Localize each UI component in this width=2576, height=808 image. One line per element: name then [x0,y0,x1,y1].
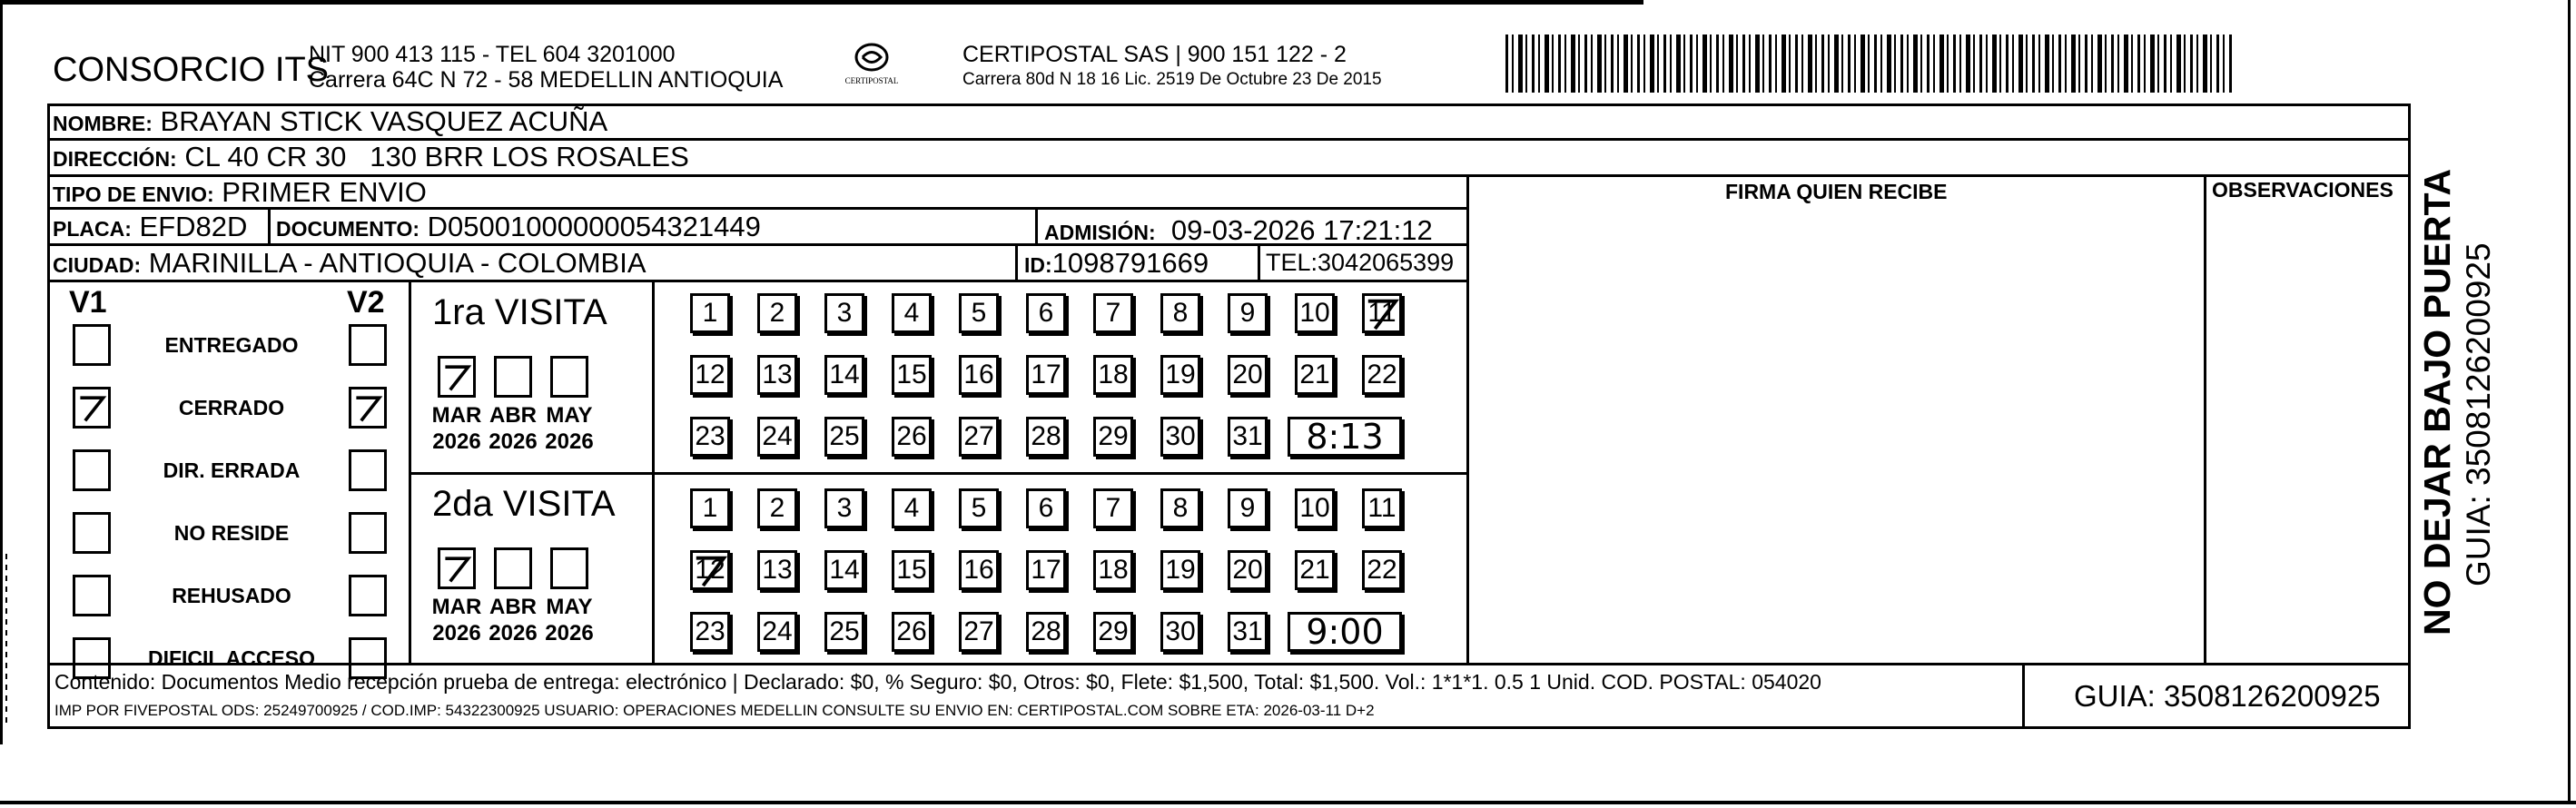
direccion-label: DIRECCIÓN: [53,147,177,171]
month-year: 2026 [545,620,594,645]
month-checkbox[interactable] [438,356,476,398]
documento-row [276,212,761,241]
day-box[interactable]: 25 [824,417,864,457]
month-year: 2026 [432,429,481,454]
placa-value: EFD82D [139,211,248,242]
day-box[interactable]: 23 [690,417,730,457]
day-box[interactable]: 24 [757,612,797,652]
direccion-row [53,143,689,171]
day-box[interactable]: 14 [824,355,864,395]
left-border [0,0,3,744]
grid-line [47,103,50,729]
bottom-border [0,801,2576,804]
day-box[interactable]: 12 [690,355,730,395]
day-box[interactable]: 16 [959,550,999,590]
day-box[interactable]: 20 [1228,550,1268,590]
grid-line [1466,174,1469,663]
status-label: REHUSADO [172,584,291,607]
v2-checkbox[interactable] [349,324,387,366]
imp-text: IMP POR FIVEPOSTAL ODS: 25249700925 / COD.IMP: 54322300925 USUARIO: OPERACIONES MEDELLIN CONSULTE SU ENVIO EN: CERTIPOSTAL.COM SOBRE ETA: 2026-03-11 D+2 [54,702,1375,719]
day-box[interactable]: 12 [690,550,730,590]
tel-value: 3042065399 [1318,249,1455,276]
v1-checkbox[interactable] [73,449,111,491]
day-box[interactable]: 2 [757,488,797,528]
month-label [429,403,485,456]
grid-line [409,472,1468,475]
day-box[interactable]: 10 [1295,488,1335,528]
month-year: 2026 [545,429,594,454]
first-visit-title: 1ra VISITA [432,292,607,332]
contenido-text: Contenido: Documentos Medio recepción prueba de entrega: electrónico | Declarado: $0, % Seguro: $0, Otros: $0, Flete: $1,500, Total: $1,500. Vol.: 1*1*1. 0.5 1 Unid. COD. POSTAL: 054020 [54,670,1821,694]
day-box[interactable]: 18 [1093,355,1133,395]
month-name: MAY [546,595,593,619]
tipo-value: PRIMER ENVIO [222,176,427,208]
footer-guia: GUIA: 3508126200925 [2074,679,2381,713]
visit-time-box[interactable]: 8:13 [1288,417,1402,457]
status-label: CERRADO [178,396,285,419]
day-box[interactable]: 19 [1160,550,1200,590]
month-checkbox[interactable] [438,547,476,589]
visit-time-box[interactable]: 9:00 [1288,612,1402,652]
grid-line [1015,243,1018,280]
day-box[interactable]: 11 [1362,488,1402,528]
signature-area [1471,211,2202,661]
v2-label: V2 [347,285,385,320]
tipo-label: TIPO DE ENVIO: [53,182,214,206]
day-box[interactable]: 20 [1228,355,1268,395]
month-checkbox[interactable] [550,547,588,589]
nombre-row [53,107,607,135]
admision-label: ADMISIÓN: [1044,221,1156,244]
grid-line [2204,174,2206,663]
day-box[interactable]: 8 [1160,293,1200,333]
ciudad-label: CIUDAD: [53,253,142,277]
grid-line [47,280,1468,282]
company-nit: NIT 900 413 115 - TEL 604 3201000 [309,42,676,67]
ciudad-value: MARINILLA - ANTIOQUIA - COLOMBIA [148,247,646,279]
month-name: MAY [546,403,593,428]
day-box[interactable]: 11 [1362,293,1402,333]
day-box[interactable]: 19 [1160,355,1200,395]
day-box[interactable]: 27 [959,612,999,652]
second-visit-title: 2da VISITA [432,484,616,524]
month-label [541,595,597,647]
day-box[interactable]: 3 [824,293,864,333]
id-value: 1098791669 [1051,247,1209,279]
day-box[interactable]: 30 [1160,417,1200,457]
month-name: ABR [489,403,537,428]
day-box[interactable]: 22 [1362,355,1402,395]
day-box[interactable]: 13 [757,550,797,590]
top-border [0,0,1643,5]
month-name: ABR [489,595,537,619]
left-perforation [5,554,7,726]
day-box[interactable]: 6 [1026,293,1066,333]
month-name: MAR [431,595,482,619]
side-warning: NO DEJAR BAJO PUERTA [2416,168,2458,636]
firma-header: FIRMA QUIEN RECIBE [1725,180,1948,203]
id-row [1024,249,1209,277]
status-label: DIFICIL ACCESO [147,646,315,670]
day-box[interactable]: 18 [1093,550,1133,590]
day-box[interactable]: 9 [1228,293,1268,333]
grid-line [268,207,271,243]
day-box[interactable]: 29 [1093,612,1133,652]
day-box[interactable]: 26 [892,612,932,652]
day-box[interactable]: 24 [757,417,797,457]
ciudad-row [53,249,646,277]
observaciones-header: OBSERVACIONES [2212,178,2393,202]
day-box[interactable]: 15 [892,355,932,395]
status-label: NO RESIDE [173,521,290,545]
v2-checkbox[interactable] [349,449,387,491]
company-name: CONSORCIO ITS [53,51,330,89]
grid-line [1035,207,1038,243]
month-label [485,595,541,647]
nombre-value: BRAYAN STICK VASQUEZ ACUÑA [160,105,608,137]
v2-checkbox[interactable] [349,512,387,554]
day-box[interactable]: 3 [824,488,864,528]
month-year: 2026 [489,429,538,454]
day-box[interactable]: 17 [1026,355,1066,395]
barcode [1505,34,2232,93]
grid-line [2022,663,2025,726]
admision-value: 09-03-2026 17:21:12 [1170,214,1433,246]
day-box[interactable]: 10 [1295,293,1335,333]
side-warning-block [2415,169,2499,636]
day-box[interactable]: 14 [824,550,864,590]
month-checkbox[interactable] [494,356,532,398]
direccion-value: CL 40 CR 30 130 BRR LOS ROSALES [184,141,689,172]
month-checkbox[interactable] [494,547,532,589]
right-border [2568,0,2571,804]
v1-checkbox[interactable] [73,512,111,554]
day-box[interactable]: 29 [1093,417,1133,457]
day-box[interactable]: 31 [1228,612,1268,652]
day-box[interactable]: 28 [1026,417,1066,457]
documento-label: DOCUMENTO: [276,217,420,241]
placa-row [53,212,247,241]
day-box[interactable]: 5 [959,293,999,333]
day-box[interactable]: 16 [959,355,999,395]
v2-checkbox[interactable] [349,387,387,429]
grid-line [2408,103,2411,729]
month-label [429,595,485,647]
grid-line [1258,243,1260,280]
day-box[interactable]: 5 [959,488,999,528]
day-box[interactable]: 25 [824,612,864,652]
grid-line [652,280,655,663]
side-guia: GUIA: 3508126200925 [2460,242,2497,586]
v2-checkbox[interactable] [349,575,387,616]
month-label [485,403,541,456]
day-box[interactable]: 30 [1160,612,1200,652]
day-box[interactable]: 4 [892,293,932,333]
certipostal-logo [844,42,899,96]
day-box[interactable]: 1 [690,293,730,333]
company-address: Carrera 64C N 72 - 58 MEDELLIN ANTIOQUIA [309,67,784,93]
day-box[interactable]: 2 [757,293,797,333]
month-year: 2026 [489,620,538,645]
admision-row [1044,216,1433,244]
tel-row [1266,251,1454,275]
day-box[interactable]: 31 [1228,417,1268,457]
day-box[interactable]: 28 [1026,612,1066,652]
v1-checkbox[interactable] [73,575,111,616]
carrier-name: CERTIPOSTAL SAS | 900 151 122 - 2 [962,42,1347,67]
day-box[interactable]: 7 [1093,488,1133,528]
status-label: ENTREGADO [164,333,299,357]
day-box[interactable]: 1 [690,488,730,528]
documento-value: D05001000000054321449 [427,211,761,242]
grid-line [409,280,411,663]
day-box[interactable]: 7 [1093,293,1133,333]
v1-label: V1 [69,285,107,320]
id-label: ID: [1024,253,1052,277]
status-label: DIR. ERRADA [163,458,301,482]
day-box[interactable]: 9 [1228,488,1268,528]
month-label [541,403,597,456]
tipo-row [53,178,427,206]
day-box[interactable]: 22 [1362,550,1402,590]
day-box[interactable]: 15 [892,550,932,590]
v1-checkbox[interactable] [73,324,111,366]
month-checkbox[interactable] [550,356,588,398]
day-box[interactable]: 27 [959,417,999,457]
nombre-label: NOMBRE: [53,112,153,135]
day-box[interactable]: 23 [690,612,730,652]
day-box[interactable]: 8 [1160,488,1200,528]
day-box[interactable]: 13 [757,355,797,395]
month-year: 2026 [432,620,481,645]
day-box[interactable]: 21 [1295,550,1335,590]
logo-text: CERTIPOSTAL [844,76,899,85]
day-box[interactable]: 4 [892,488,932,528]
placa-label: PLACA: [53,217,132,241]
day-box[interactable]: 26 [892,417,932,457]
day-box[interactable]: 6 [1026,488,1066,528]
tel-label: TEL: [1266,249,1318,276]
month-name: MAR [431,403,482,428]
carrier-address: Carrera 80d N 18 16 Lic. 2519 De Octubre 23 De 2015 [962,70,1382,89]
grid-line [47,663,2411,665]
grid-line [47,726,2411,729]
day-box[interactable]: 17 [1026,550,1066,590]
day-box[interactable]: 21 [1295,355,1335,395]
v1-checkbox[interactable] [73,387,111,429]
